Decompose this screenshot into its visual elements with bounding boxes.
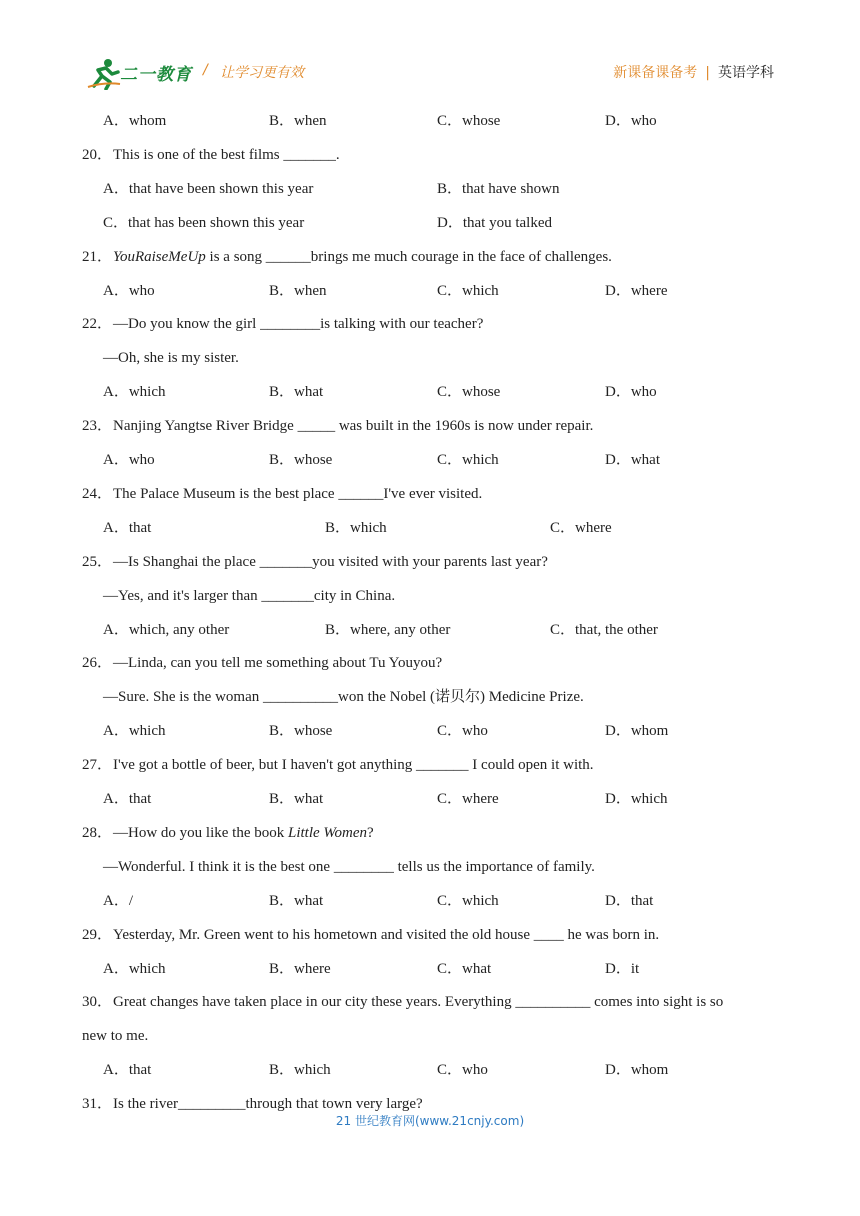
logo-text: 二一教育 [120,65,192,85]
answer-option: B．that have shown [437,180,560,197]
answer-options [0,787,860,811]
answer-option: C．whose [437,113,501,129]
answer-option: D．which [605,791,668,807]
book-title: Little Women [287,824,368,841]
question-text: Is the river_________through that town very large? [113,1096,423,1113]
answer-option: A．which, any other [103,621,230,638]
answer-option: B．when [269,282,327,299]
question-text: This is one of the best films _______. [113,146,340,163]
answer-options [0,516,860,540]
dialogue-line [0,346,860,370]
answer-option: B．where, any other [325,621,451,638]
question-number: 20． [82,146,113,163]
answer-option: B．whose [269,452,333,468]
question-number: 23． [82,418,113,435]
song-title: YouRaiseMeUp [113,248,206,265]
answer-option: B．what [269,892,324,909]
answer-option: A．/ [103,892,134,909]
answer-option: A．which [103,384,166,401]
answer-option: A．who [103,282,155,299]
answer-options [0,211,860,235]
dialogue-text: —Sure. She is the woman __________won the Nobel (诺贝尔) Medicine Prize. [103,689,584,706]
question-stem [0,414,860,438]
question-number: 30． [82,994,113,1011]
answer-option: B．whose [269,723,333,740]
answer-option: D．whom [605,1062,669,1079]
slogan: 让学习更有效 [220,65,304,81]
slogan-separator: / [203,62,208,78]
answer-options [0,448,860,472]
answer-option: D．whom [605,723,669,740]
answer-options [0,889,860,913]
answer-option: C．whose [437,384,501,401]
answer-options [0,109,860,133]
question-stem [0,821,860,845]
question-stem [0,550,860,574]
answer-option: A．that [103,791,152,807]
question-text: The Palace Museum is the best place ______I've ever visited. [113,485,483,502]
answer-option: C．what [437,960,492,977]
question-text: Nanjing Yangtse River Bridge _____ was built in the 1960s is now under repair. [113,418,594,435]
answer-options [0,618,860,642]
answer-option: B．what [269,384,324,401]
question-stem [0,753,860,777]
dialogue-text: —Oh, she is my sister. [103,350,239,367]
answer-option: B．when [269,113,327,129]
question-number: 26． [82,655,113,672]
question-text: —Linda, can you tell me something about Tu Youyou? [113,655,443,672]
answer-option: C．that, the other [550,621,658,638]
footer-source: 21 世纪教育网(www.21cnjy.com) [335,1114,525,1128]
answer-option: A．that [103,1062,152,1079]
answer-option: A．that [103,519,152,536]
answer-option: D．that [605,892,654,909]
question-stem [0,990,860,1014]
course-label: 新课备课备考 [613,65,698,81]
answer-option: C．which [437,452,499,468]
subject-label: 英语学科 [718,65,774,81]
question-text: I've got a bottle of beer, but I haven't got anything _______ I could open it with. [113,757,594,774]
answer-options [0,279,860,303]
answer-option: B．which [269,1062,331,1079]
answer-option: C．who [437,723,488,740]
answer-option: D．who [605,384,657,401]
answer-option: B．what [269,791,324,807]
dialogue-line [0,584,860,608]
header-separator: | [705,65,710,81]
header-right [613,62,774,82]
answer-option: C．who [437,1062,488,1079]
question-stem [0,482,860,506]
answer-option: C．which [437,892,499,909]
dialogue-text: —Wonderful. I think it is the best one ________ tells us the importance of family. [103,858,595,875]
question-text: Great changes have taken place in our city these years. Everything __________ comes into sight is so [113,994,724,1011]
answer-options [0,957,860,981]
answer-options [0,177,860,201]
answer-option: A．who [103,452,155,468]
question-text: —Do you know the girl ________is talking with our teacher? [113,316,484,333]
question-number: 24． [82,485,113,502]
question-stem [0,312,860,336]
answer-option: A．which [103,960,166,977]
question-text: YouRaiseMeUp is a song ______brings me much courage in the face of challenges. [113,248,612,265]
continuation-text: new to me. [82,1028,149,1045]
dialogue-line [0,855,860,879]
answer-options [0,1058,860,1082]
answer-option: C．which [437,282,499,299]
question-number: 22． [82,316,113,333]
dialogue-line [0,685,860,709]
answer-option: D．what [605,452,660,468]
question-number: 28． [82,824,113,841]
question-stem [0,245,860,269]
answer-options [0,719,860,743]
answer-option: C．where [550,519,612,536]
dialogue-text: —Yes, and it's larger than _______city in China. [103,587,396,604]
question-text: —How do you like the book Little Women? [113,824,374,841]
answer-option: A．whom [103,113,167,129]
question-number: 31． [82,1096,113,1113]
page-header [0,0,860,100]
question-number: 21． [82,248,113,265]
answer-option: C．that has been shown this year [103,214,305,231]
question-text: Yesterday, Mr. Green went to his hometown and visited the old house ____ he was born in. [113,926,660,943]
question-number: 25． [82,553,113,570]
answer-option: D．where [605,282,668,299]
answer-option: B．which [325,519,387,536]
answer-option: B．where [269,960,331,977]
answer-option: A．which [103,723,166,740]
question-stem [0,143,860,167]
answer-option: C．where [437,791,499,807]
answer-option: D．that you talked [437,214,552,231]
question-continuation [0,1024,860,1048]
answer-option: D．who [605,113,657,129]
answer-options [0,380,860,404]
question-stem [0,651,860,675]
answer-option: D．it [605,960,640,977]
question-number: 29． [82,926,113,943]
question-stem [0,923,860,947]
answer-option: A．that have been shown this year [103,180,314,197]
question-number: 27． [82,757,113,774]
question-text: —Is Shanghai the place _______you visited with your parents last year? [113,553,548,570]
